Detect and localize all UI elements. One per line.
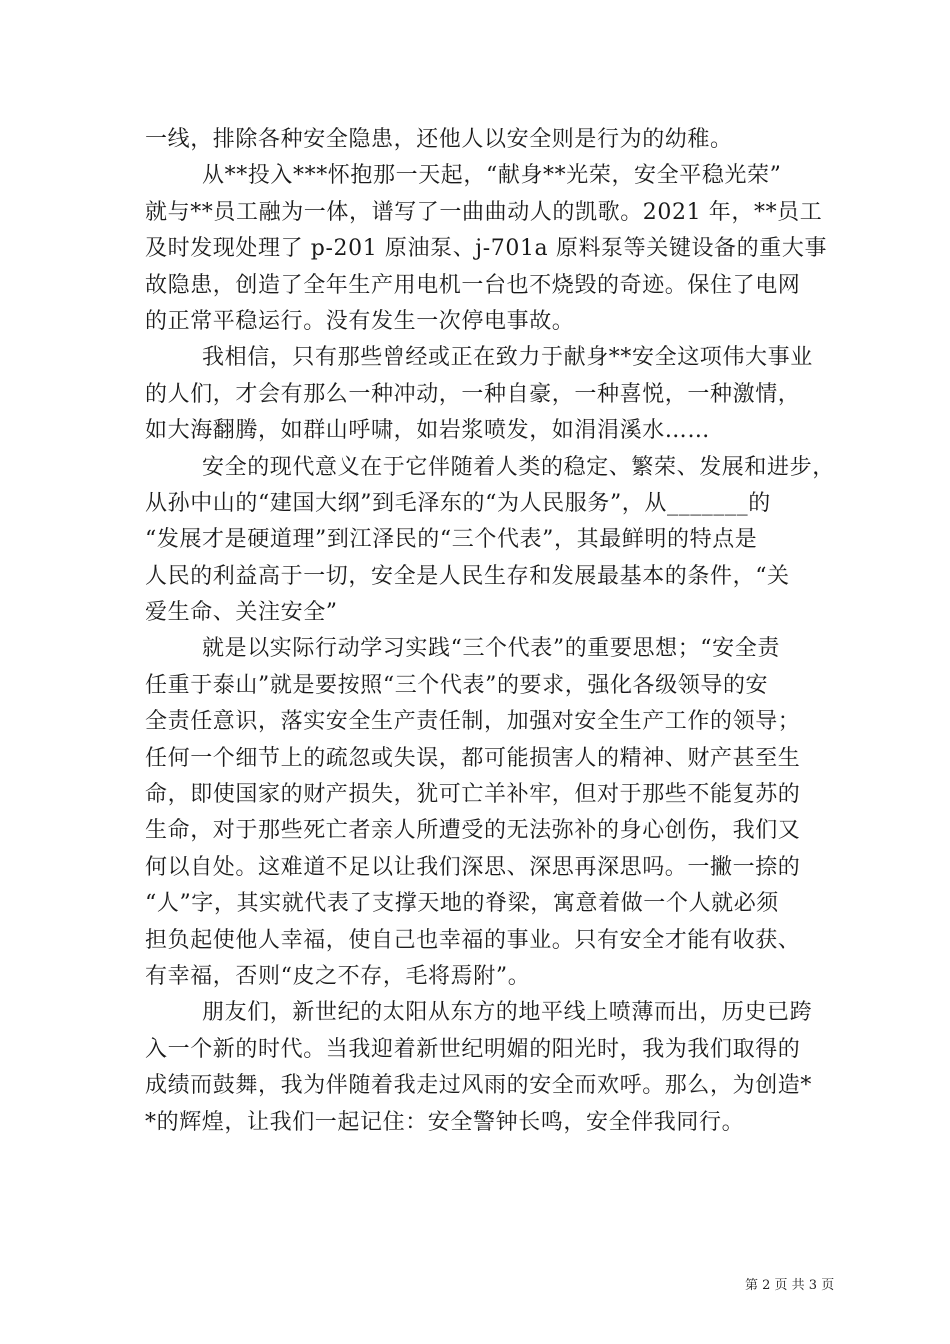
- text-line: 就与**员工融为一体，谱写了一曲曲动人的凯歌。2021 年，**员工: [145, 199, 823, 225]
- body-text: [145, 122, 835, 1141]
- text-line: *的辉煌，让我们一起记住：安全警钟长鸣，安全伴我同行。: [145, 1109, 745, 1135]
- text-line: 任重于泰山”就是要按照“三个代表”的要求，强化各级领导的安: [145, 672, 769, 698]
- text-line: 人民的利益高于一切，安全是人民生存和发展最基本的条件，“关: [145, 563, 790, 589]
- text-line: 故隐患，创造了全年生产用电机一台也不烧毁的奇迹。保住了电网: [145, 272, 801, 298]
- text-line: 命，即使国家的财产损失，犹可亡羊补牢，但对于那些不能复苏的: [145, 782, 801, 808]
- text-line: 全责任意识，落实安全生产责任制，加强对安全生产工作的领导；: [145, 709, 801, 735]
- text-line: 入一个新的时代。当我迎着新世纪明媚的阳光时，我为我们取得的: [145, 1036, 801, 1062]
- text-line: “人”字，其实就代表了支撑天地的脊梁，寓意着做一个人就必须: [145, 891, 779, 917]
- page-number-footer: 第 2 页 共 3 页: [745, 1278, 835, 1293]
- text-line: 及时发现处理了 p-201 原油泵、j-701a 原料泵等关键设备的重大事: [145, 236, 828, 262]
- text-line: 任何一个细节上的疏忽或失误，都可能损害人的精神、财产甚至生: [145, 745, 801, 771]
- text-line: 如大海翻腾，如群山呼啸，如岩浆喷发，如涓涓溪水……: [145, 418, 711, 444]
- text-line: 一线，排除各种安全隐患，还他人以安全则是行为的幼稚。: [145, 127, 733, 152]
- text-line: 有幸福，否则“皮之不存，毛将焉附”。: [145, 963, 531, 989]
- paragraph-start-line: 朋友们，新世纪的太阳从东方的地平线上喷薄而出，历史已跨: [202, 1000, 813, 1026]
- text-line: 爱生命、关注安全”: [145, 600, 338, 626]
- text-line: 的人们，才会有那么一种冲动，一种自豪，一种喜悦，一种激情，: [145, 381, 801, 407]
- text-line: “发展才是硬道理”到江泽民的“三个代表”，其最鲜明的特点是: [145, 527, 758, 553]
- text-line: 的正常平稳运行。没有发生一次停电事故。: [145, 308, 575, 334]
- text-line: 生命，对于那些死亡者亲人所遭受的无法弥补的身心创伤，我们又: [145, 818, 801, 844]
- paragraph-start-line: 就是以实际行动学习实践“三个代表”的重要思想；“安全责: [202, 636, 780, 662]
- text-line: 从孙中山的“建国大纲”到毛泽东的“为人民服务”，从_______的: [145, 490, 771, 516]
- text-line: 何以自处。这难道不足以让我们深思、深思再深思吗。一撇一捺的: [145, 854, 801, 880]
- paragraph-start-line: 从**投入***怀抱那一天起，“献身**光荣，安全平稳光荣”: [202, 163, 782, 189]
- text-line: 担负起使他人幸福，使自己也幸福的事业。只有安全才能有收获、: [145, 927, 801, 953]
- text-line: 成绩而鼓舞，我为伴随着我走过风雨的安全而欢呼。那么，为创造*: [145, 1073, 813, 1099]
- paragraph-start-line: 我相信，只有那些曾经或正在致力于献身**安全这项伟大事业: [202, 345, 813, 371]
- paragraph-start-line: 安全的现代意义在于它伴随着人类的稳定、繁荣、发展和进步，: [202, 454, 835, 480]
